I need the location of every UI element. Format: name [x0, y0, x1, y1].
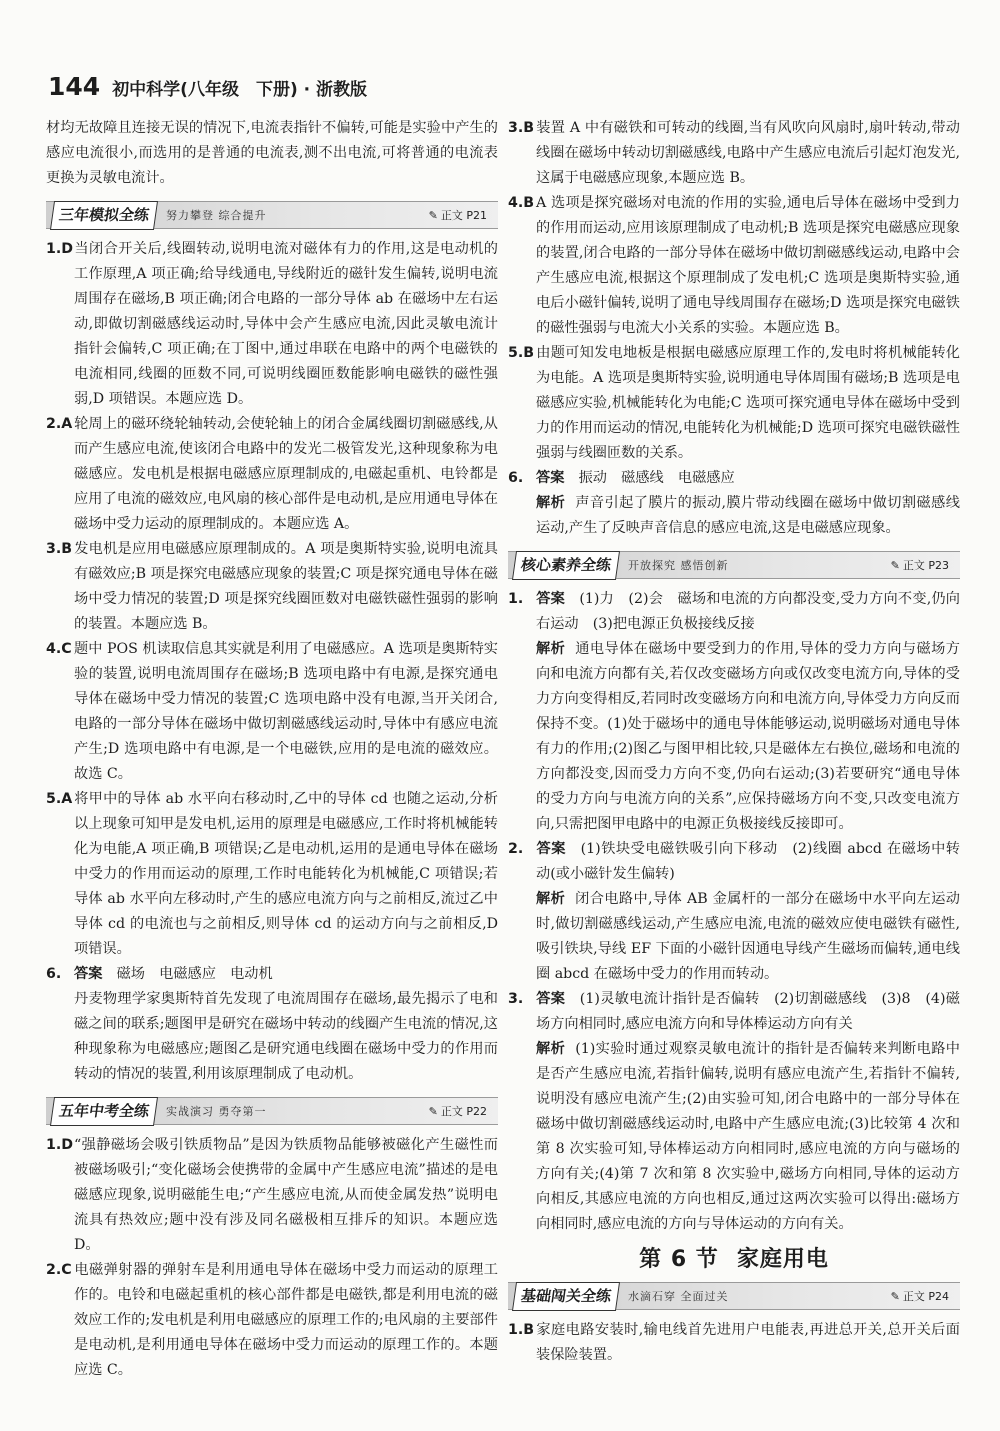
- answer-item: 2.C 电磁弹射器的弹射车是利用通电导体在磁场中受力而运动的原理工作的。电铃和电磁起重机的核心部件都是电磁铁,都是利用电流的磁效应工作的;发电机是利用电磁感应的原理工作的;电风扇的主要部件是电动机,是利用通电导体在磁场中受力而运动的原理工作的。本题应选 C。: [46, 1262, 498, 1378]
- pencil-icon: ✎: [890, 1289, 900, 1303]
- explanation: 丹麦物理学家奥斯特首先发现了电流周围存在磁场,最先揭示了电和磁之间的联系;题图甲是研究在磁场中转动的线圈产生电流的情况,这种现象称为电磁感应;题图乙是研究通电线圈在磁场中受力的作用而转动的情况的装置,利用该原理制成了电动机。: [74, 991, 498, 1082]
- answer-item: 2.A 轮周上的磁环绕轮轴转动,会使轮轴上的闭合金属线圈切割磁感线,从而产生感应电流,使该闭合电路中的发光二极管发光,这种现象称为电磁感应。发电机是根据电磁感应原理制成的,电磁起重机、电铃都是应用了电流的磁效应,电风扇的核心部件是电动机,是应用通电导体在磁场中受力运动的原理制成的。本题应选 A。: [46, 416, 498, 532]
- section-banner: [508, 1282, 960, 1310]
- section-label: 第 6 节: [639, 1247, 719, 1272]
- banner-title: 三年模拟全练: [50, 201, 158, 230]
- answer-item: 6. 答案 振动 磁感线 电磁感应: [508, 470, 735, 486]
- section-banner: [46, 201, 498, 229]
- banner-subtitle: 水滴石穿 全面过关: [628, 1289, 729, 1303]
- answer-item: 4.B A 选项是探究磁场对电流的作用的实验,通电后导体在磁场中受到力的作用而运动,应用该原理制成了电动机;B 选项是探究电磁感应现象的装置,闭合电路的一部分导体在磁场中做切割磁感线运动,电路中会产生感应电流,根据这个原理制成了发电机;C 选项是奥斯特实验,通电后小磁针偏转,说明了通电导线周围存在磁场;D 选项是探究电磁铁的磁性强弱与电流大小关系的实验。本题应选 B。: [508, 195, 960, 336]
- banner-title: 五年中考全练: [50, 1097, 158, 1126]
- answer-item: 1.D当闭合开关后,线圈转动,说明电流对磁体有力的作用,这是电动机的工作原理,A 项正确;给导线通电,导线附近的磁针发生偏转,说明电流周围存在磁场,B 项正确;闭合电路的一部分导体 ab 在磁场中左右运动,即做切割磁感线运动时,导体中会产生感应电流,因此灵敏电流计指针会偏转,C 项正确;在丁图中,通过串联在电路中的两个电磁铁的电流相同,线圈的匝数不同,可说明线圈匝数能影响电磁铁的磁性强弱,D 项错误。本题应选 D。: [46, 241, 498, 407]
- pencil-icon: ✎: [890, 558, 900, 572]
- banner-subtitle: 努力攀登 综合提升: [166, 208, 267, 222]
- answer-item: 1. 答案 (1)力 (2)会 磁场和电流的方向都没变,受力方向不变,仍向右运动 (3)把电源正负极接线反接: [508, 591, 960, 632]
- explanation: 解析 (1)实验时通过观察灵敏电流计的指针是否偏转来判断电路中是否产生感应电流,若指针偏转,说明有感应电流产生,若指针不偏转,说明没有感应电流产生;(2)由实验可知,闭合电路中的一部分导体在磁场中做切割磁感线运动时,电路中产生感应电流;(3)比较第 4 次和第 8 次实验可知,导体棒运动方向相同时,感应电流的方向与磁场的方向有关;(4)第 7 次和第 8 次实验中,磁场方向相同,导体的运动方向相反,其感应电流的方向也相反,通过这两次实验可以得出:磁场方向相同时,感应电流的方向与导体运动的方向有关。: [536, 1041, 960, 1232]
- explanation: 解析 声音引起了膜片的振动,膜片带动线圈在磁场中做切割磁感线运动,产生了反映声音信息的感应电流,这是电磁感应现象。: [536, 495, 960, 536]
- banner-subtitle: 实战演习 勇夺第一: [166, 1104, 267, 1118]
- answer-item: 5.B 由题可知发电地板是根据电磁感应原理工作的,发电时将机械能转化为电能。A 选项是奥斯特实验,说明通电导体周围有磁场;B 选项是电磁感应实验,机械能转化为电能;C 选项可探究通电导体在磁场中受到力的作用而运动的情况,电能转化为机械能;D 选项可探究电磁铁磁性强弱与线圈匝数的关系。: [508, 345, 960, 461]
- pencil-icon: ✎: [428, 1104, 438, 1118]
- page-number: 144: [48, 72, 101, 101]
- answer-item: 6. 答案 磁场 电磁感应 电动机: [46, 966, 273, 982]
- answer-item: 1.B 家庭电路安装时,输电线首先进用户电能表,再进总开关,总开关后面装保险装置。: [508, 1322, 960, 1363]
- left-column: [46, 116, 498, 1383]
- section-heading: [508, 1247, 960, 1272]
- banner-subtitle: 开放探究 感悟创新: [628, 558, 729, 572]
- answer-item: 2. 答案 (1)铁块受电磁铁吸引向下移动 (2)线圈 abcd 在磁场中转动(或小磁针发生偏转): [508, 841, 960, 882]
- answer-item: 3. 答案 (1)灵敏电流计指针是否偏转 (2)切割磁感线 (3)8 (4)磁场方向相同时,感应电流方向和导体棒运动方向有关: [508, 991, 960, 1032]
- section-banner: [508, 551, 960, 579]
- page-ref: ✎ 正文 P22: [428, 1104, 487, 1118]
- page-ref: ✎ 正文 P23: [890, 558, 949, 572]
- answer-item: 3.B 装置 A 中有磁铁和可转动的线圈,当有风吹向风扇时,扇叶转动,带动线圈在磁场中转动切割磁感线,电路中产生感应电流后引起灯泡发光,这属于电磁感应现象,本题应选 B。: [508, 120, 960, 186]
- banner-title: 核心素养全练: [512, 551, 620, 580]
- pencil-icon: ✎: [428, 208, 438, 222]
- intro-paragraph: 材均无故障且连接无误的情况下,电流表指针不偏转,可能是实验中产生的感应电流很小,而选用的是普通的电流表,测不出电流,可将普通的电流表更换为灵敏电流计。: [46, 120, 498, 186]
- answer-item: 1.D“强静磁场会吸引铁质物品”是因为铁质物品能够被磁化产生磁性而被磁场吸引;“变化磁场会使携带的金属中产生感应电流”描述的是电磁感应现象,说明磁能生电;“产生感应电流,从而使金属发热”说明电流具有热效应;题中没有涉及同名磁极相互排斥的知识。本题应选 D。: [46, 1137, 498, 1253]
- explanation: 解析 通电导体在磁场中要受到力的作用,导体的受力方向与磁场方向和电流方向都有关,若仅改变磁场方向或仅改变电流方向,导体的受力方向变得相反,若同时改变磁场方向和电流方向,导体受力方向反而保持不变。(1)处于磁场中的通电导体能够运动,说明磁场对通电导体有力的作用;(2)图乙与图甲相比较,只是磁体左右换位,磁场和电流的方向都没变,因而受力方向不变,仍向右运动;(3)若要研究“通电导体的受力方向与电流方向的关系”,应保持磁场方向不变,只改变电流方向,只需把图甲电路中的电源正负极接线反接即可。: [536, 641, 960, 832]
- book-title: 初中科学(八年级 下册) · 浙教版: [112, 80, 368, 100]
- banner-title: 基础闯关全练: [512, 1282, 620, 1311]
- explanation: 解析 闭合电路中,导体 AB 金属杆的一部分在磁场中水平向左运动时,做切割磁感线运动,产生感应电流,电流的磁效应使电磁铁有磁性,吸引铁块,导线 EF 下面的小磁针因通电导线产生磁场而偏转,通电线圈 abcd 在磁场中受力的作用而转动。: [536, 891, 960, 982]
- section-banner: [46, 1097, 498, 1125]
- answer-item: 3.B 发电机是应用电磁感应原理制成的。A 项是奥斯特实验,说明电流具有磁效应;B 项是探究电磁感应现象的装置;C 项是探究通电导体在磁场中受力情况的装置;D 项是探究线圈匝数对电磁铁磁性强弱的影响的装置。本题应选 B。: [46, 541, 498, 632]
- answer-item: 5.A 将甲中的导体 ab 水平向右移动时,乙中的导体 cd 也随之运动,分析以上现象可知甲是发电机,运用的原理是电磁感应,工作时将机械能转化为电能,A 项正确,B 项错误;乙是电动机,运用的是通电导体在磁场中受力的作用而运动的原理,工作时电能转化为机械能,C 项错误;若导体 ab 水平向左移动时,产生的感应电流方向与之前相反,流过乙中导体 cd 的电流也与之前相反,则导体 cd 的运动方向与之前相反,D 项错误。: [46, 791, 498, 957]
- page-ref: ✎ 正文 P24: [890, 1289, 949, 1303]
- page-ref: ✎ 正文 P21: [428, 208, 487, 222]
- section-name: 家庭用电: [736, 1247, 829, 1272]
- answer-item: 4.C 题中 POS 机读取信息其实就是利用了电磁感应。A 选项是奥斯特实验的装置,说明电流周围存在磁场;B 选项电路中有电源,是探究通电导体在磁场中受力情况的装置;C 选项电路中没有电源,当开关闭合,电路的一部分导体在磁场中做切割磁感线运动时,导体中有感应电流产生;D 选项电路中有电源,是一个电磁铁,应用的是电流的磁效应。故选 C。: [46, 641, 498, 782]
- page-header: [48, 72, 367, 101]
- right-column: [508, 116, 960, 1368]
